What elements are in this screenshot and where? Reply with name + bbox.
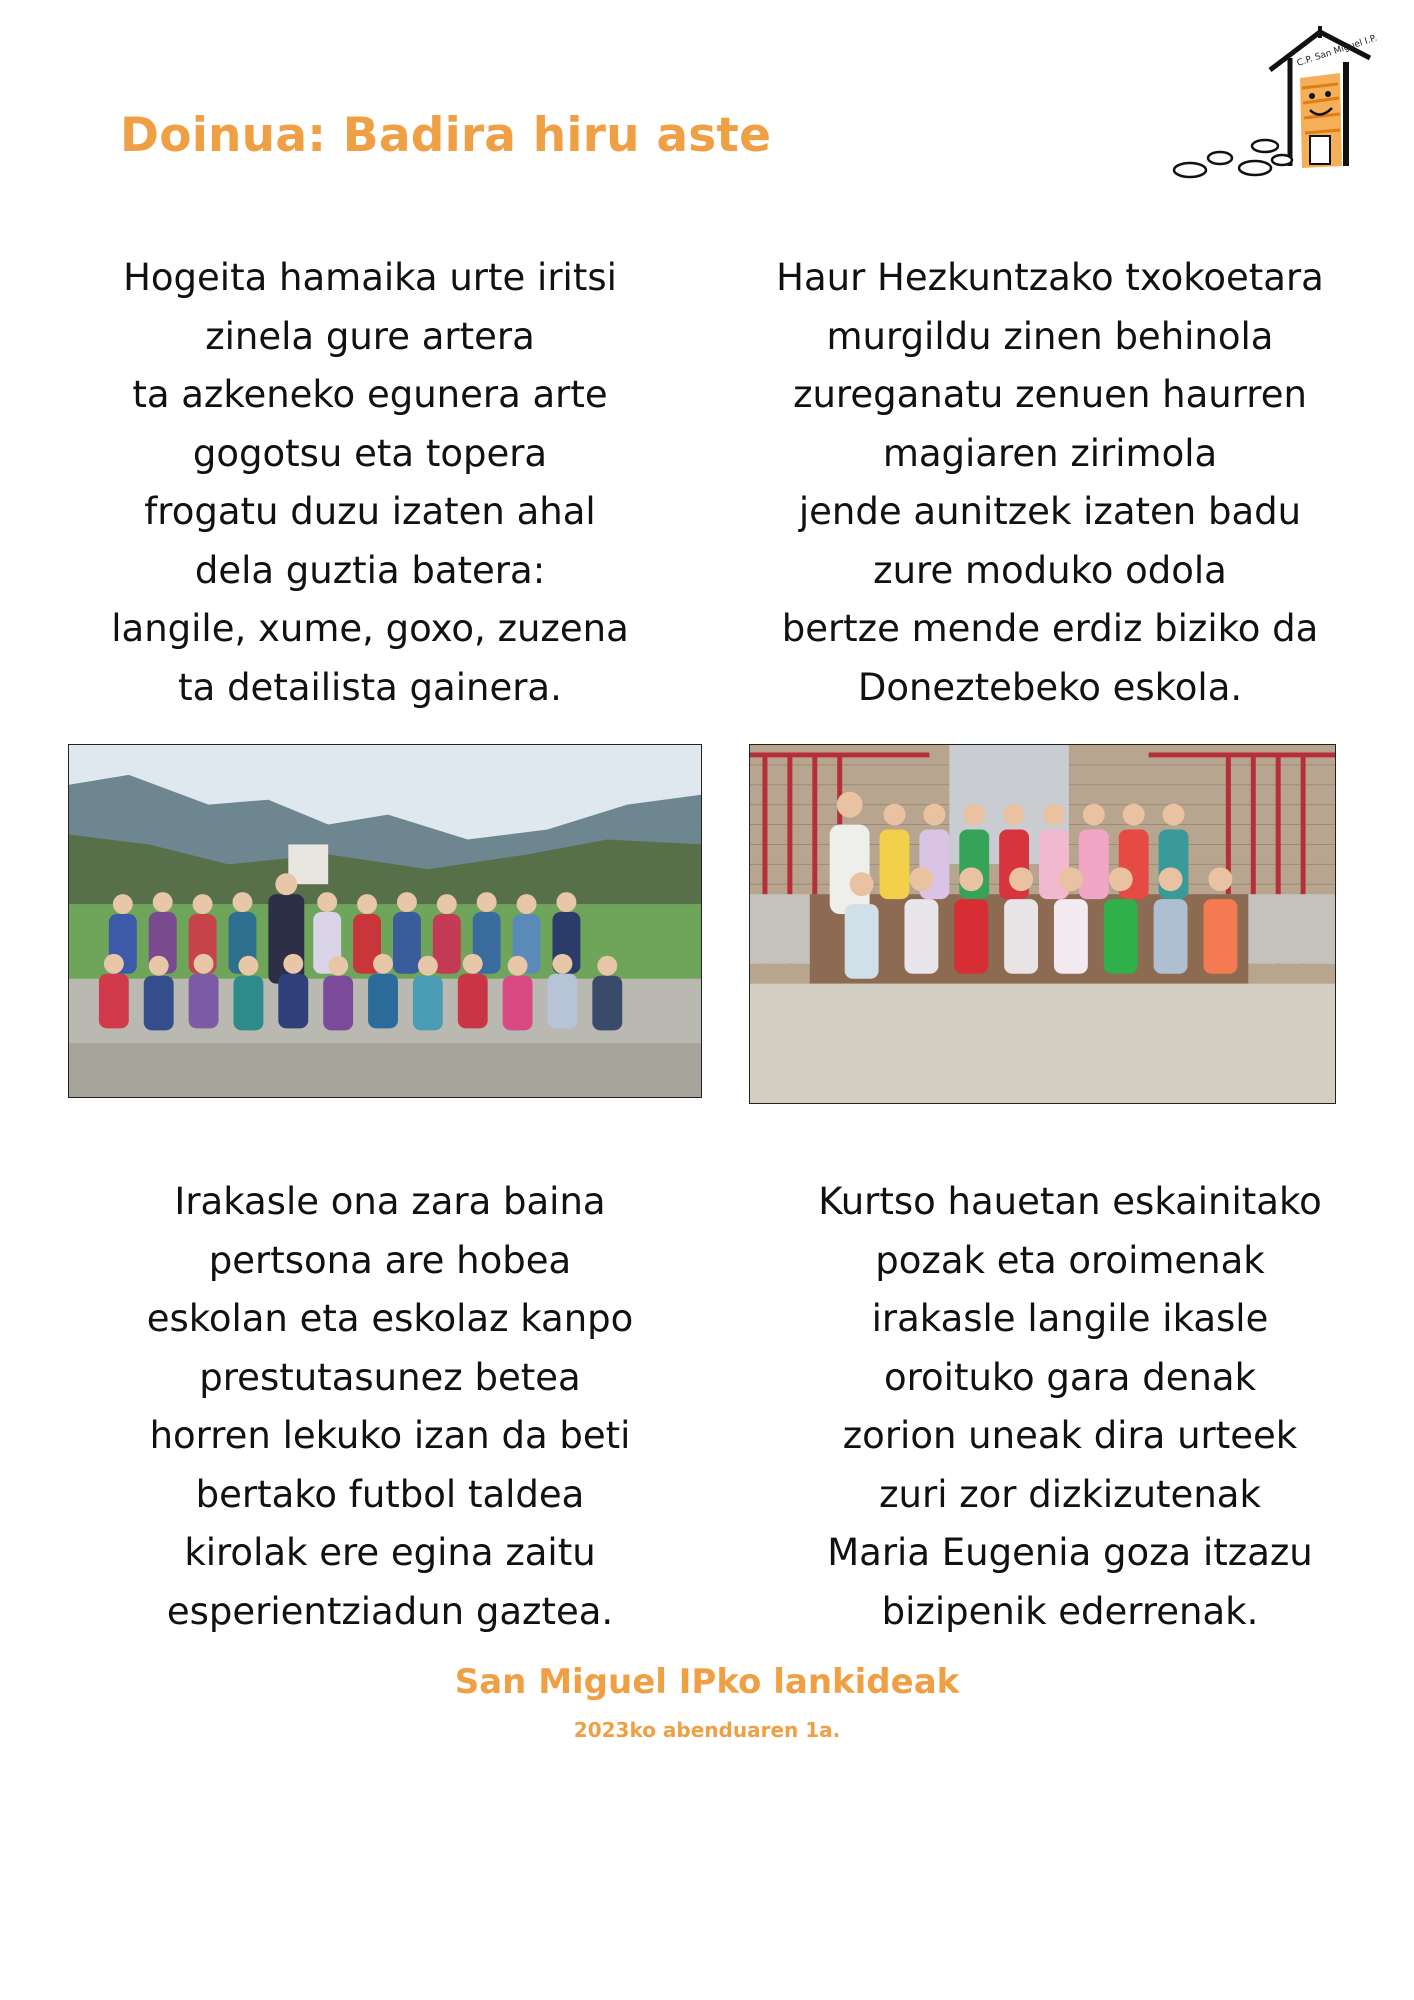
school-logo (1150, 18, 1380, 198)
verse-line: esperientziadun gaztea. (166, 1589, 614, 1633)
verse-line: pertsona are hobea (208, 1238, 572, 1282)
verse-line: zuri zor dizkizutenak (879, 1472, 1261, 1516)
verse-line: magiaren zirimola (882, 431, 1218, 475)
verse-line: kirolak ere egina zaitu (184, 1531, 596, 1574)
verse-line: jende aunitzek izaten badu (798, 490, 1302, 533)
class-photo-recent (749, 744, 1336, 1104)
verse-line: bertze mende erdiz biziko da (781, 607, 1319, 650)
verse-line: zureganatu zenuen haurren (793, 373, 1307, 416)
verse-line: Hogeita hamaika urte iritsi (123, 256, 617, 299)
verse-line: gogotsu eta topera (192, 431, 548, 475)
group-photo-image (750, 745, 1335, 1103)
verse-line: Haur Hezkuntzako txokoetara (776, 256, 1324, 299)
verse-line: frogatu duzu izaten ahal (144, 490, 596, 533)
verse-line: Kurtso hauetan eskainitako (818, 1180, 1322, 1223)
date: 2023ko abenduaren 1a. (573, 1718, 841, 1742)
verse-line: ta azkeneko egunera arte (132, 373, 608, 416)
verse-line: horren lekuko izan da beti (149, 1414, 631, 1457)
stanza-2 (740, 249, 1360, 717)
verse-line: zorion uneak dira urteek (842, 1414, 1298, 1457)
verse-line: eskolan eta eskolaz kanpo (146, 1297, 634, 1340)
group-photo-image (69, 745, 701, 1097)
verse-line: zure moduko odola (873, 548, 1227, 592)
verse-line: langile, xume, goxo, zuzena (111, 607, 629, 650)
verse-line: Maria Eugenia goza itzazu (827, 1531, 1313, 1574)
stanza-3 (90, 1173, 690, 1641)
verse-line: Doneztebeko eskola. (857, 665, 1243, 709)
verse-line: bizipenik ederrenak. (881, 1589, 1259, 1633)
verse-line: irakasle langile ikasle (871, 1297, 1269, 1340)
page-title: Doinua: Badira hiru aste (120, 108, 772, 163)
verse-line: bertako futbol taldea (195, 1472, 585, 1516)
class-photo-old (68, 744, 702, 1098)
verse-line: prestutasunez betea (199, 1355, 581, 1399)
verse-line: oroituko gara denak (883, 1355, 1257, 1399)
verse-line: pozak eta oroimenak (875, 1238, 1265, 1282)
stanza-4 (760, 1173, 1380, 1641)
verse-line: zinela gure artera (205, 314, 535, 358)
stanza-1 (70, 249, 670, 717)
verse-line: Irakasle ona zara baina (174, 1180, 606, 1223)
verse-line: dela guztia batera: (194, 548, 546, 592)
school-house-logo-icon (1150, 18, 1380, 198)
signature: San Miguel IPko lankideak (454, 1662, 960, 1702)
verse-line: ta detailista gainera. (178, 665, 562, 709)
svg-text:C.P. San Miguel I.P.: C.P. San Miguel I.P. (1295, 33, 1379, 69)
verse-line: murgildu zinen behinola (826, 314, 1274, 358)
